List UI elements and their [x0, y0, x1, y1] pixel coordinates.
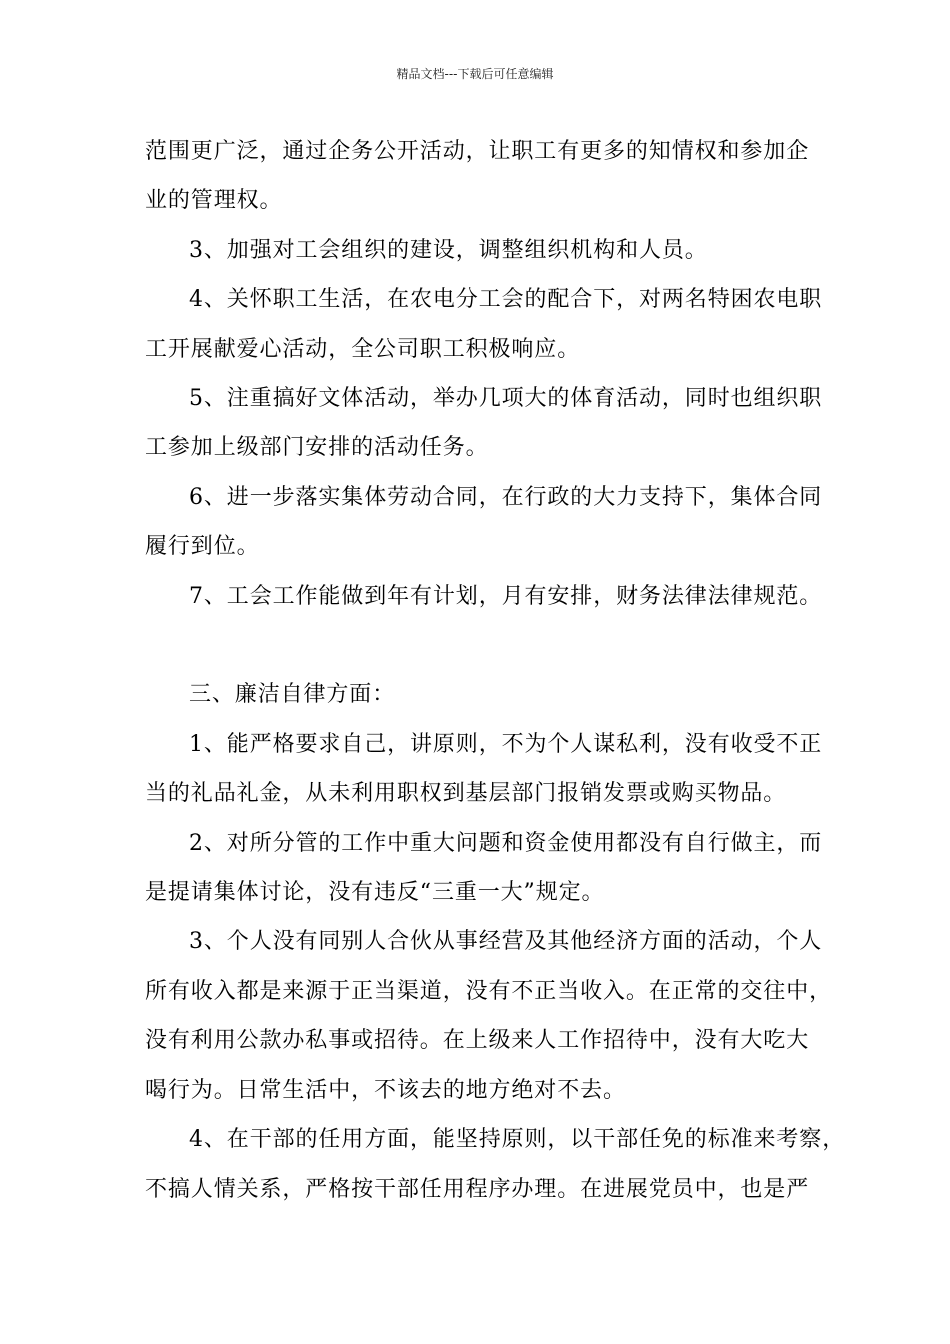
text-line: 7、工会工作能做到年有计划，月有安排，财务法律法律规范。 [189, 583, 823, 609]
section-title [145, 670, 825, 719]
text-line: 1、能严格要求自己，讲原则，不为个人谋私利，没有收受不正 [189, 731, 823, 757]
text-line: 三、廉洁自律方面： [189, 682, 396, 708]
text-line: 范围更广泛，通过企务公开活动，让职工有更多的知情权和参加企 [145, 139, 810, 164]
document-body [145, 127, 846, 1214]
text-line: 3、加强对工会组织的建设，调整组织机构和人员。 [189, 237, 708, 263]
paragraph-integrity-1 [145, 720, 825, 819]
text-line: 工开展献爱心活动，全公司职工积极响应。 [145, 336, 581, 362]
paragraph-item-4 [145, 275, 825, 374]
paragraph-integrity-2 [145, 819, 825, 918]
paragraph-item-5 [145, 374, 825, 473]
text-line: 3、个人没有同别人合伙从事经营及其他经济方面的活动，个人 [189, 929, 823, 955]
text-line: 工参加上级部门安排的活动任务。 [145, 435, 489, 461]
text-line: 没有利用公款办私事或招待。在上级来人工作招待中，没有大吃大 [145, 1028, 810, 1054]
text-line: 不搞人情关系，严格按干部任用程序办理。在进展党员中，也是严 [145, 1176, 810, 1202]
blank-line [145, 621, 825, 670]
paragraph-item-7 [145, 572, 825, 621]
paragraph-scope-continuation [145, 127, 825, 226]
paragraph-integrity-3 [145, 917, 833, 1115]
text-line: 2、对所分管的工作中重大问题和资金使用都没有自行做主，而 [189, 830, 823, 856]
text-line: 6、进一步落实集体劳动合同，在行政的大力支持下，集体合同 [189, 484, 823, 510]
paragraph-item-3 [145, 226, 825, 275]
page-header: 精品文档---下载后可任意编辑 [396, 67, 554, 81]
paragraph-integrity-4 [145, 1115, 846, 1214]
text-line: 是提请集体讨论，没有违反“三重一大”规定。 [145, 880, 605, 906]
text-line: 所有收入都是来源于正当渠道，没有不正当收入。在正常的交往中， [145, 978, 833, 1004]
text-line: 喝行为。日常生活中，不该去的地方绝对不去。 [145, 1077, 626, 1103]
paragraph-item-6 [145, 473, 825, 572]
text-line: 5、注重搞好文体活动，举办几项大的体育活动，同时也组织职 [189, 386, 823, 412]
text-line: 履行到位。 [145, 534, 260, 560]
text-line: 4、关怀职工生活，在农电分工会的配合下，对两名特困农电职 [189, 287, 823, 313]
text-line: 4、在干部的任用方面，能坚持原则，以干部任免的标准来考察， [189, 1127, 846, 1153]
text-line: 当的礼品礼金，从未利用职权到基层部门报销发票或购买物品。 [145, 781, 787, 807]
text-line: 业的管理权。 [145, 188, 283, 214]
